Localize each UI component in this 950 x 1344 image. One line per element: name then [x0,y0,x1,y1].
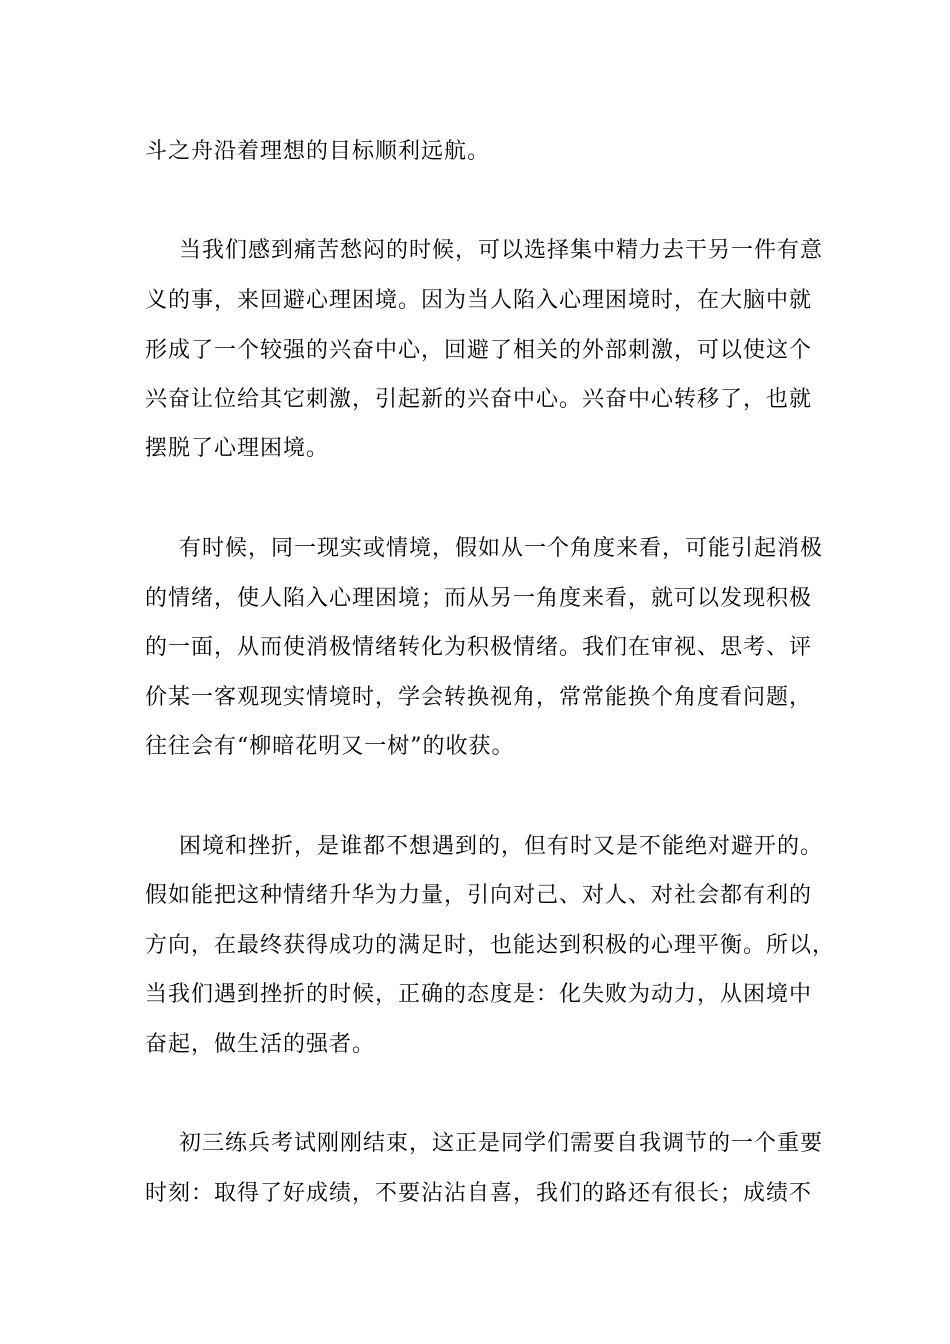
paragraph-2-line-4: 兴奋让位给其它刺激，引起新的兴奋中心。兴奋中心转移了，也就 [145,387,813,412]
paragraph-3-line-2: 的情绪，使人陷入心理困境；而从另一角度来看，就可以发现积极 [145,586,813,611]
paragraph-2-line-5: 摆脱了心理困境。 [145,436,330,461]
paragraph-5-line-1: 初三练兵考试刚刚结束，这正是同学们需要自我调节的一个重要 [179,1131,824,1156]
paragraph-4-line-5: 奋起，做生活的强者。 [145,1032,376,1057]
paragraph-3-line-1: 有时候，同一现实或情境，假如从一个角度来看，可能引起消极 [179,536,824,561]
paragraph-5-line-2: 时刻：取得了好成绩，不要沾沾自喜，我们的路还有很长；成绩不 [145,1181,813,1206]
paragraph-1-line-1: 斗之舟沿着理想的目标顺利远航。 [145,139,491,164]
paragraph-4-line-1: 困境和挫折，是谁都不想遇到的，但有时又是不能绝对避开的。 [179,834,824,859]
paragraph-3-line-5: 往往会有“柳暗花明又一树”的收获。 [145,734,515,759]
paragraph-2-line-2: 义的事，来回避心理困境。因为当人陷入心理困境时，在大脑中就 [145,288,813,313]
paragraph-4-line-4: 当我们遇到挫折的时候，正确的态度是：化失败为动力，从困境中 [145,982,813,1007]
paragraph-2-line-1: 当我们感到痛苦愁闷的时候，可以选择集中精力去干另一件有意 [179,238,824,263]
paragraph-3-line-3: 的一面，从而使消极情绪转化为积极情绪。我们在审视、思考、评 [145,635,813,660]
paragraph-3-line-4: 价某一客观现实情境时，学会转换视角，常常能换个角度看问题， [145,685,813,710]
paragraph-4-line-3: 方向，在最终获得成功的满足时，也能达到积极的心理平衡。所以， [145,933,836,958]
paragraph-4-line-2: 假如能把这种情绪升华为力量，引向对己、对人、对社会都有利的 [145,883,813,908]
paragraph-2-line-3: 形成了一个较强的兴奋中心，回避了相关的外部刺激，可以使这个 [145,338,813,363]
